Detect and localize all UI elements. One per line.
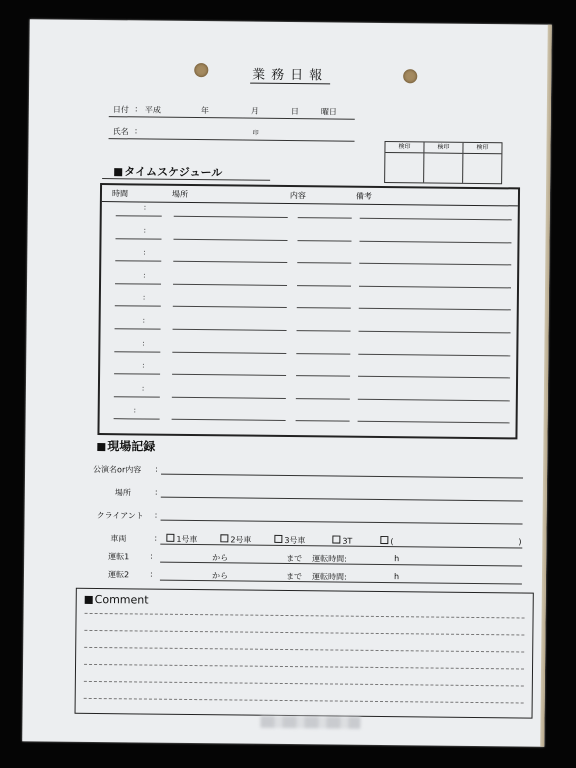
from-label: から	[211, 571, 229, 581]
vehicle-option-1[interactable]: 1号車	[166, 534, 197, 545]
from-label: から	[212, 553, 229, 563]
report-title: 業務日報	[29, 61, 551, 85]
schedule-cell-line[interactable]	[358, 376, 510, 379]
schedule-cell-line[interactable]	[296, 398, 350, 400]
time-colon: :	[142, 293, 146, 302]
field-line-client	[161, 520, 523, 525]
square-bullet-icon	[85, 596, 93, 604]
checkbox-icon[interactable]	[332, 535, 340, 543]
schedule-cell-line[interactable]	[297, 240, 351, 242]
field-label-client: クライアント	[96, 511, 144, 521]
blurred-footer-text	[260, 716, 360, 729]
schedule-cell-line[interactable]	[114, 396, 160, 397]
schedule-heading-underline	[102, 178, 270, 181]
schedule-cell-line[interactable]	[172, 374, 286, 376]
schedule-cell-line[interactable]	[359, 331, 511, 334]
vehicle-option-3[interactable]: 3号車	[274, 535, 305, 546]
comment-line	[85, 613, 525, 619]
schedule-cell-line[interactable]	[173, 284, 287, 286]
schedule-cell-line[interactable]	[114, 351, 160, 352]
schedule-cell-line[interactable]	[359, 308, 511, 311]
month-label: 月	[250, 106, 259, 116]
time-colon: :	[143, 226, 146, 235]
schedule-cell-line[interactable]	[359, 240, 511, 243]
comment-heading: Comment	[85, 593, 149, 607]
schedule-cell-line[interactable]	[296, 420, 350, 422]
field-colon: :	[149, 569, 153, 579]
schedule-cell-line[interactable]	[173, 261, 287, 263]
year-label: 年	[200, 106, 209, 116]
stamp-label: 検印	[385, 142, 423, 153]
square-bullet-icon	[114, 168, 122, 176]
time-colon: :	[142, 361, 145, 370]
vehicle-option-2[interactable]: 2号車	[220, 534, 251, 545]
field-colon: :	[154, 487, 158, 497]
comment-line	[84, 664, 524, 670]
checkbox-icon[interactable]	[220, 534, 228, 542]
time-colon: :	[143, 203, 147, 212]
schedule-cell-line[interactable]	[116, 215, 162, 216]
day-label: 日	[290, 107, 299, 117]
vehicle-label: 車両	[110, 534, 127, 544]
schedule-cell-line[interactable]	[298, 217, 352, 219]
field-colon: :	[154, 510, 158, 520]
schedule-cell-line[interactable]	[115, 283, 161, 284]
paper-edge	[540, 25, 552, 747]
time-colon: :	[143, 271, 146, 280]
site-heading: 現場記録	[97, 437, 155, 455]
schedule-table	[97, 183, 520, 439]
time-colon: :	[133, 406, 137, 415]
col-remarks: 備考	[355, 191, 373, 201]
field-label-event: 公演名or内容	[93, 464, 142, 475]
schedule-cell-line[interactable]	[172, 351, 286, 353]
date-underline	[109, 116, 355, 120]
era-label: 平成	[144, 105, 161, 115]
comment-line	[84, 698, 524, 704]
drive-time-label: 運転時間:	[311, 572, 347, 582]
name-label: 氏名	[112, 127, 129, 137]
time-colon: :	[142, 316, 146, 325]
schedule-cell-line[interactable]	[359, 286, 511, 289]
date-colon: :	[134, 104, 138, 114]
drive-time-label: 運転時間:	[312, 554, 347, 564]
stamp-cell	[463, 143, 501, 183]
to-label: まで	[286, 554, 303, 564]
field-label-place: 場所	[114, 488, 131, 498]
to-label: まで	[285, 572, 303, 582]
checkbox-icon[interactable]	[166, 534, 174, 542]
stamp-cell	[424, 142, 463, 182]
schedule-cell-line[interactable]	[297, 285, 351, 287]
comment-line	[84, 681, 524, 687]
schedule-cell-line[interactable]	[358, 421, 510, 424]
daily-report-sheet	[22, 19, 552, 746]
square-bullet-icon	[97, 443, 105, 451]
schedule-cell-line[interactable]	[114, 419, 160, 420]
schedule-cell-line[interactable]	[114, 373, 160, 374]
checkbox-icon[interactable]	[380, 536, 388, 544]
schedule-cell-line[interactable]	[116, 238, 162, 239]
field-colon: :	[150, 551, 153, 561]
schedule-cell-line[interactable]	[297, 307, 351, 309]
driver2-label: 運転2	[107, 570, 130, 580]
date-label: 日付	[112, 105, 129, 115]
field-line-place	[161, 497, 523, 502]
schedule-cell-line[interactable]	[297, 262, 351, 264]
hours-label: h	[394, 554, 400, 564]
time-colon: :	[141, 384, 145, 393]
vehicle-option-other[interactable]: (	[380, 536, 393, 546]
schedule-cell-line[interactable]	[174, 216, 288, 218]
col-place: 場所	[171, 189, 189, 199]
field-colon: :	[155, 464, 158, 474]
comment-line	[84, 647, 524, 653]
comment-box[interactable]	[75, 588, 534, 719]
schedule-cell-line[interactable]	[358, 353, 510, 356]
schedule-cell-line[interactable]	[115, 328, 161, 329]
schedule-cell-line[interactable]	[115, 306, 161, 307]
schedule-cell-line[interactable]	[359, 263, 511, 266]
field-line-event	[161, 474, 523, 479]
time-colon: :	[143, 248, 146, 257]
stamp-cell	[385, 142, 424, 182]
stamp-label: 検印	[463, 143, 501, 154]
schedule-cell-line[interactable]	[297, 330, 351, 332]
stamp-label: 検印	[424, 142, 462, 153]
schedule-cell-line[interactable]	[173, 329, 287, 331]
field-colon: :	[154, 533, 158, 543]
schedule-cell-line[interactable]	[172, 397, 286, 399]
comment-line	[84, 630, 524, 636]
schedule-cell-line[interactable]	[173, 238, 287, 240]
driver1-label: 運転1	[108, 552, 130, 562]
vehicle-other-close: )	[518, 537, 522, 547]
schedule-cell-line[interactable]	[296, 353, 350, 355]
weekday-label: 曜日	[320, 107, 337, 117]
col-content: 内容	[289, 191, 307, 201]
schedule-cell-line[interactable]	[172, 419, 286, 421]
name-underline	[109, 138, 355, 142]
seal-mark: 印	[252, 129, 259, 137]
hours-label: h	[393, 572, 400, 582]
schedule-cell-line[interactable]	[296, 375, 350, 377]
name-colon: :	[134, 126, 138, 136]
schedule-cell-line[interactable]	[358, 399, 510, 402]
schedule-cell-line[interactable]	[173, 306, 287, 308]
time-colon: :	[142, 339, 145, 348]
schedule-heading: タイムスケジュール	[114, 163, 222, 180]
checkbox-icon[interactable]	[274, 535, 282, 543]
col-time: 時間	[111, 189, 129, 199]
schedule-cell-line[interactable]	[360, 218, 512, 221]
schedule-cell-line[interactable]	[115, 260, 161, 261]
vehicle-option-3t[interactable]: 3T	[332, 535, 352, 545]
schedule-header-row	[102, 185, 518, 206]
stamp-boxes	[384, 141, 502, 184]
